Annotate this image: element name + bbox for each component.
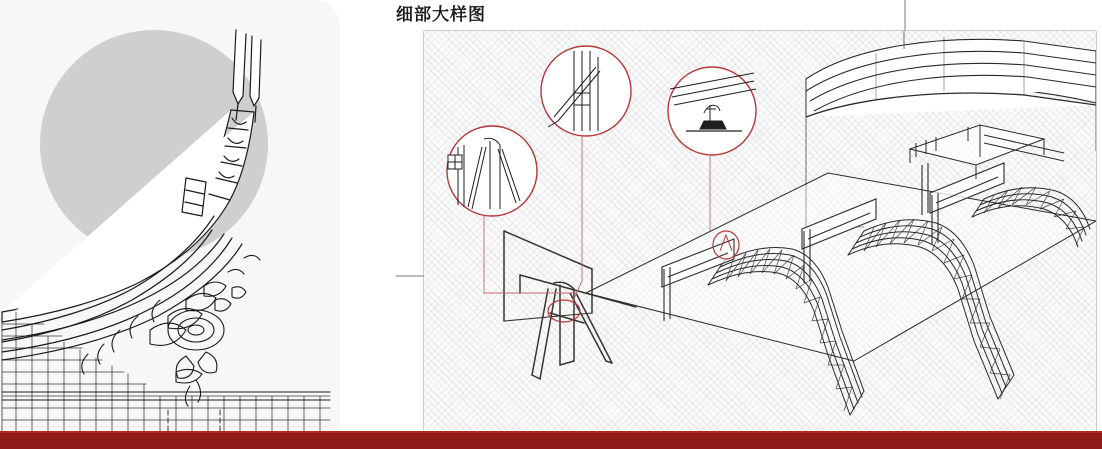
- bottom-bar: [0, 433, 1102, 449]
- membrane-canopy: [806, 37, 1096, 117]
- right-drawing-panel: [424, 31, 1096, 432]
- detail-circle-2: [541, 46, 631, 136]
- page-title: 细部大样图: [396, 5, 486, 24]
- detail-circle-3: [668, 67, 756, 155]
- eave-line-drawing: [0, 0, 340, 432]
- roof-structure-perspective: [424, 31, 1096, 432]
- detail-circle-1: [447, 126, 537, 216]
- left-illustration-panel: [0, 0, 340, 432]
- trestle-frame: [504, 231, 636, 379]
